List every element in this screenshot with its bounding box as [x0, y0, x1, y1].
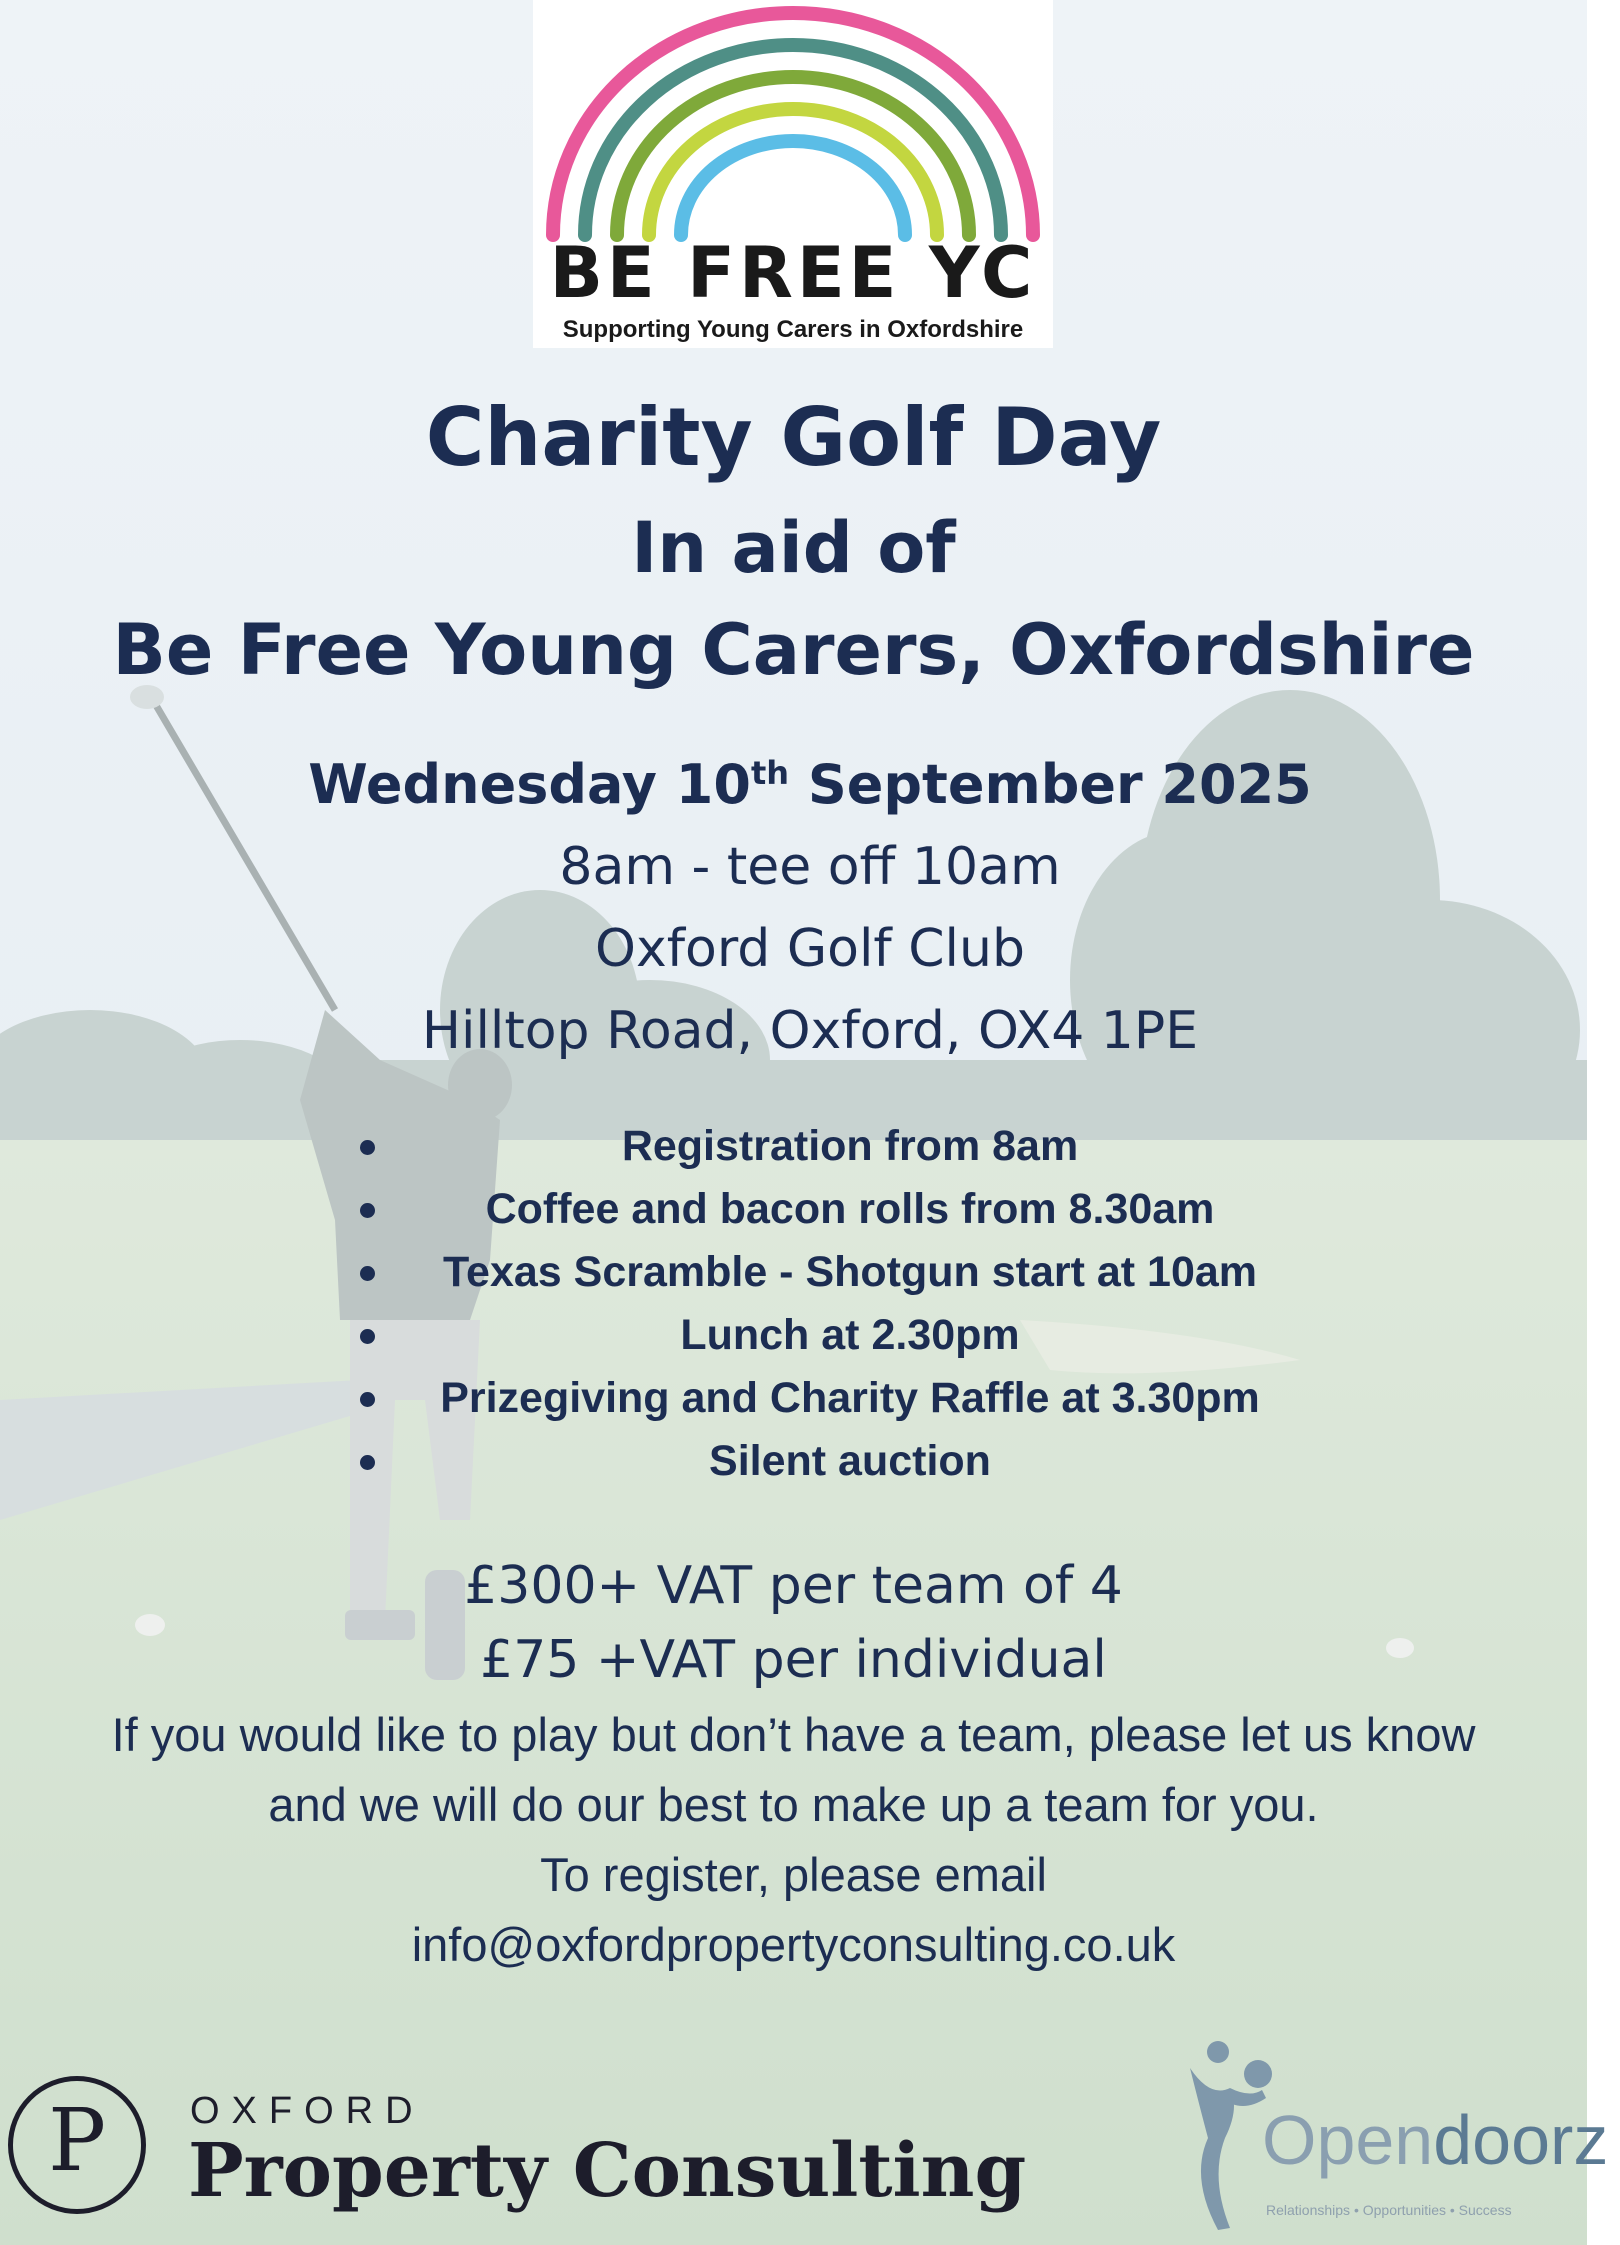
schedule-text: Coffee and bacon rolls from 8.30am — [485, 1185, 1215, 1233]
event-subtitle: In aid of — [631, 507, 956, 589]
bullet-icon — [360, 1140, 375, 1155]
date-day: Wednesday 10 — [308, 753, 751, 816]
logo-subtitle: Supporting Young Carers in Oxfordshire — [562, 316, 1024, 343]
opendoorz-logo — [1170, 2038, 1609, 2238]
date-suffix: th — [750, 754, 790, 792]
schedule-text: Registration from 8am — [621, 1122, 1079, 1170]
bullet-icon — [360, 1455, 375, 1470]
opc-main-text: Property Consulting — [188, 2128, 1027, 2214]
charity-name: Be Free Young Carers, Oxfordshire — [112, 609, 1475, 691]
schedule-text: Prizegiving and Charity Raffle at 3.30pm — [440, 1374, 1260, 1422]
list-item — [330, 1178, 1370, 1241]
list-item — [330, 1430, 1370, 1493]
register-prompt: To register, please email — [540, 1848, 1047, 1901]
team-note-line2: and we will do our best to make up a team for you. — [268, 1778, 1319, 1831]
bullet-icon — [360, 1329, 375, 1344]
opendoorz-tagline: Relationships • Opportunities • Success — [1266, 2202, 1512, 2218]
schedule-text: Lunch at 2.30pm — [680, 1311, 1020, 1359]
opendoorz-wordmark — [1262, 2100, 1608, 2180]
date-rest: September 2025 — [789, 753, 1312, 816]
oxford-property-consulting-logo — [0, 2070, 1027, 2230]
be-free-yc-logo — [533, 0, 1053, 348]
opc-top-text: OXFORD — [190, 2090, 425, 2132]
logo-title: BE FREE YC — [549, 232, 1037, 314]
list-item — [330, 1241, 1370, 1304]
event-venue: Oxford Golf Club — [595, 919, 1025, 979]
schedule-text: Texas Scramble - Shotgun start at 10am — [442, 1248, 1258, 1296]
od-word-doorz: doorz — [1433, 2101, 1609, 2179]
contact-email[interactable]: info@oxfordpropertyconsulting.co.uk — [411, 1918, 1176, 1971]
list-item — [330, 1115, 1370, 1178]
team-price: £300+ VAT per team of 4 — [464, 1556, 1123, 1616]
bullet-icon — [360, 1266, 375, 1281]
opc-mark-icon: P — [8, 2076, 146, 2214]
event-title: Charity Golf Day — [425, 391, 1162, 484]
event-address: Hilltop Road, Oxford, OX4 1PE — [421, 1001, 1199, 1061]
schedule-list — [330, 1115, 1370, 1493]
bullet-icon — [360, 1392, 375, 1407]
team-note-line1: If you would like to play but don’t have a team, please let us know — [111, 1708, 1476, 1761]
event-time: 8am - tee off 10am — [559, 837, 1061, 897]
od-word-open: Open — [1262, 2101, 1434, 2179]
individual-price: £75 +VAT per individual — [480, 1630, 1107, 1690]
list-item — [330, 1304, 1370, 1367]
schedule-text: Silent auction — [709, 1437, 991, 1485]
rainbow-icon — [533, 0, 1053, 240]
bullet-icon — [360, 1203, 375, 1218]
event-date — [0, 750, 1620, 820]
list-item — [330, 1367, 1370, 1430]
